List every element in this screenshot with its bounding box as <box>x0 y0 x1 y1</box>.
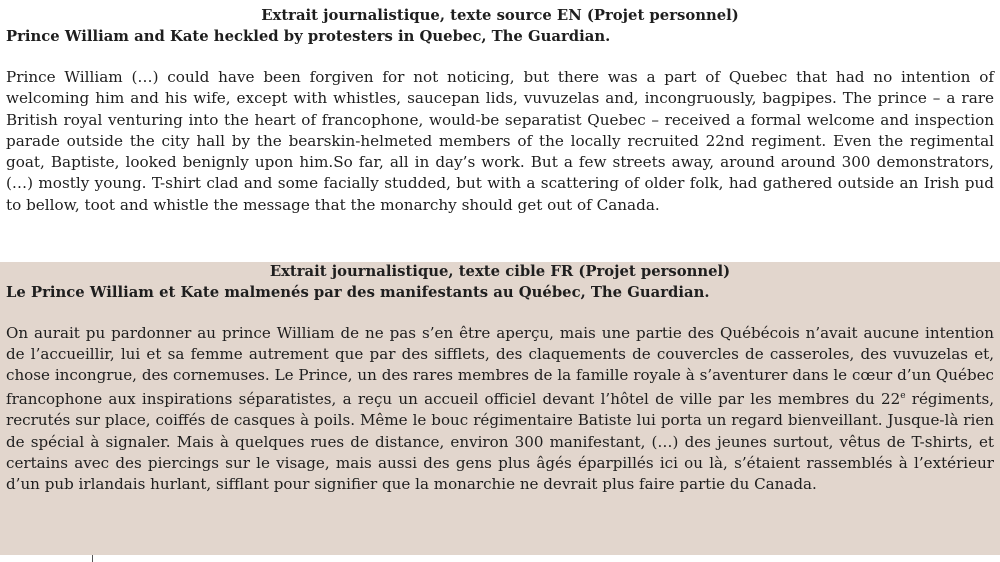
source-article-title: Prince William and Kate heckled by protesters in Quebec, The Guardian. <box>6 28 611 45</box>
page-edge-mark <box>92 555 93 562</box>
target-body-part-1: On aurait pu pardonner au prince William de ne pas s’en être aperçu, mais une partie des Québécois n’avait aucune intention de l’accueillir, lui et sa femme autrement que par des sifflets, des claquements de couvercles de casseroles, des vuvuzelas et, chose incongrue, des cornemuses. Le Prince, un des rares membres de la famille royale à s’aventurer dans le cœur d’un Québec francophone aux inspirations séparatistes, a reçu un accueil officiel devant l’hôtel de ville par les membres du 22 <box>6 324 994 409</box>
target-body-part-2: régiments, recrutés sur place, coiffés de casques à poils. Même le bouc régimentaire Batiste lui porta un regard bienveillant. Jusque-là rien de spécial à signaler. Mais à quelques rues de distance, environ 300 manifestant, (…) des jeunes surtout, vêtus de T-shirts, et certains avec des piercings sur le visage, mais aussi des gens plus âgés éparpillés ici ou là, s’étaient rassemblés à l’extérieur d’un pub irlandais hurlant, sifflant pour signifier que la monarchie ne devrait plus faire partie du Canada. <box>6 390 994 493</box>
source-article-body: Prince William (…) could have been forgiven for not noticing, but there was a part of Quebec that had no intention of welcoming him and his wife, except with whistles, saucepan lids, vuvuzelas and, incongruously, bagpipes. The prince – a rare British royal venturing into the heart of francophone, would-be separatist Quebec – received a formal welcome and inspection parade outside the city hall by the bearskin-helmeted members of the locally recruited 22nd regiment. Even the regimental goat, Baptiste, looked benignly upon him.So far, all in day’s work. But a few streets away, around around 300 demonstrators, (…) mostly young. T-shirt clad and some facially studded, but with a scattering of older folk, had gathered outside an Irish pud to bellow, toot and whistle the message that the monarchy should get out of Canada. <box>6 68 994 214</box>
target-article-title: Le Prince William et Kate malmenés par des manifestants au Québec, The Guardian. <box>6 284 710 301</box>
target-text-section <box>0 262 1000 555</box>
source-text-section <box>0 0 1000 262</box>
source-heading: Extrait journalistique, texte source EN (Projet personnel) <box>261 7 739 24</box>
target-article-body <box>6 323 994 495</box>
ordinal-superscript: e <box>900 391 906 402</box>
target-heading: Extrait journalistique, texte cible FR (Projet personnel) <box>269 263 731 280</box>
